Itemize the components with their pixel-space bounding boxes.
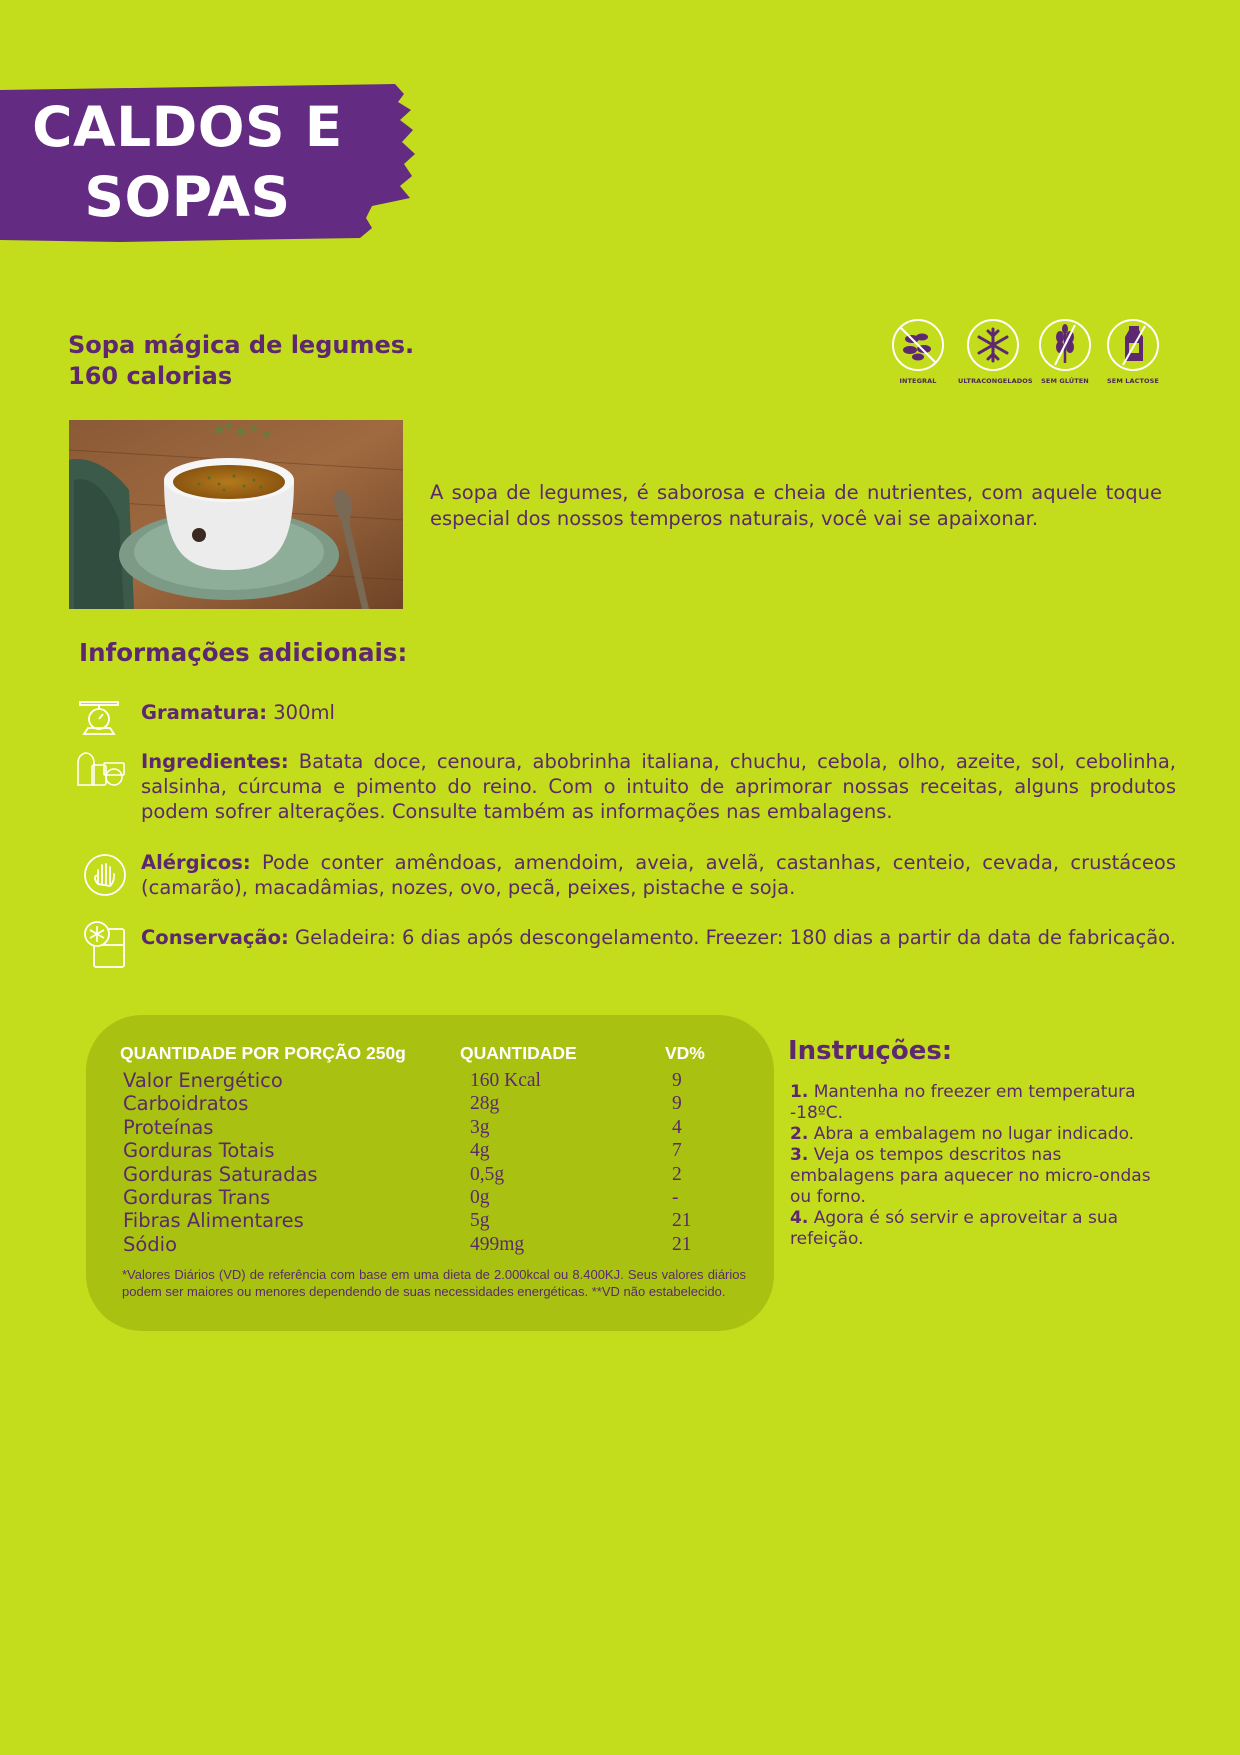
nutrient-vd: 9 [672,1093,682,1115]
conservacao-text [141,925,1176,950]
table-row [86,1069,774,1092]
snowflake-icon [965,317,1021,373]
instruction-step [790,1208,1160,1250]
nutrient-amount: 0g [470,1186,490,1208]
grain-crossed-icon [890,317,946,373]
nutrient-vd: 21 [672,1233,692,1255]
product-name: Sopa mágica de legumes. [68,331,415,359]
step-number: 1. [790,1082,809,1102]
instruction-step [790,1145,1160,1208]
nutrient-name: Gorduras Trans [123,1185,271,1209]
table-row [86,1186,774,1209]
nutrition-table [86,1015,774,1331]
instructions-heading: Instruções: [788,1036,953,1066]
ingredientes-value: Batata doce, cenoura, abobrinha italiana, chuchu, cebola, olho, azeite, sol, cebolinha, salsinha, cúrcuma e pimento do reino. Com o intuito de aprimorar nossas receitas, alguns produtos podem sofrer alterações. Consulte também as informações nas embalagens. [141,750,1176,823]
product-calories: 160 calorias [68,362,233,390]
header-portion: QUANTIDADE POR PORÇÃO 250g [120,1043,406,1063]
badge-label: SEM LACTOSE [1107,377,1159,385]
milk-crossed-icon [1105,317,1161,373]
soup-bowl-image [69,420,403,609]
table-row [86,1092,774,1115]
banner-title-line1: CALDOS E [32,95,343,159]
banner-title [0,92,375,232]
nutrient-amount: 4g [470,1140,490,1162]
header-amount: QUANTIDADE [460,1043,577,1063]
category-banner [0,82,415,242]
banner-title-line2: SOPAS [84,165,291,229]
nutrient-vd: 9 [672,1070,682,1091]
nutrient-name: Fibras Alimentares [123,1209,304,1233]
nutrition-footnote: *Valores Diários (VD) de referência com base em uma dieta de 2.000kcal ou 8.400KJ. Seus valores diários podem ser maiores ou menores dependendo de suas necessidades energéticas. **VD não estabelecido. [122,1267,746,1299]
wheat-crossed-icon [1037,317,1093,373]
step-text: Agora é só servir e aproveitar a sua refeição. [790,1208,1119,1249]
nutrient-vd: 4 [672,1116,682,1138]
badge-label: SEM GLÚTEN [1041,377,1089,385]
step-text: Abra a embalagem no lugar indicado. [813,1124,1135,1144]
nutrition-rows [86,1069,774,1256]
nutrient-name: Gorduras Totais [123,1139,275,1163]
table-row [86,1139,774,1162]
table-row [86,1163,774,1186]
alergicos-text [141,850,1176,900]
ingredientes-text [141,749,1176,824]
badge-label: INTEGRAL [899,377,937,385]
additional-info-heading: Informações adicionais: [79,638,408,667]
ingredients-icon [74,749,130,789]
badge-label: ULTRACONGELADOS [958,377,1033,385]
table-row [86,1233,774,1256]
alergicos-value: Pode conter amêndoas, amendoim, aveia, avelã, castanhas, centeio, cevada, crustáceos (camarão), macadâmias, nozes, ovo, pecã, peixes, pistache e soja. [141,851,1177,899]
product-photo [69,420,403,609]
product-title [68,330,488,392]
table-row [86,1209,774,1232]
nutrient-name: Gorduras Saturadas [123,1162,318,1186]
table-row [86,1116,774,1139]
scale-icon [78,700,124,736]
freezer-icon [82,919,130,969]
step-number: 3. [790,1145,809,1165]
header-vd: VD% [665,1043,705,1063]
gramatura-text [141,700,1176,725]
nutrient-amount: 499mg [470,1233,525,1255]
instructions-list [790,1082,1160,1250]
nutrient-name: Valor Energético [123,1069,283,1092]
badge-integral [883,317,953,385]
instruction-step [790,1124,1160,1145]
conservacao-value: Geladeira: 6 dias após descongelamento. Freezer: 180 dias a partir da data de fabricação. [295,926,1176,949]
nutrient-amount: 0,5g [470,1163,505,1185]
allergy-hand-icon [82,852,128,898]
gramatura-value: 300ml [273,701,335,724]
nutrient-vd: - [672,1186,679,1208]
step-text: Mantenha no freezer em temperatura -18ºC. [790,1082,1136,1123]
alergicos-label: Alérgicos: [141,851,251,874]
nutrient-vd: 2 [672,1163,682,1185]
step-number: 4. [790,1208,809,1228]
step-number: 2. [790,1124,809,1144]
ingredientes-label: Ingredientes: [141,750,289,773]
nutrient-amount: 5g [470,1210,490,1232]
gramatura-label: Gramatura: [141,701,268,724]
badge-sem-gluten [1030,317,1100,385]
nutrient-amount: 3g [470,1116,490,1138]
nutrient-name: Proteínas [123,1115,214,1139]
nutrient-vd: 21 [672,1210,692,1232]
instruction-step [790,1082,1160,1124]
badge-sem-lactose [1098,317,1168,385]
nutrient-vd: 7 [672,1140,682,1162]
nutrient-name: Sódio [123,1232,178,1256]
diet-badges [883,317,1163,392]
product-description: A sopa de legumes, é saborosa e cheia de nutrientes, com aquele toque especial dos nossos temperos naturais, você vai se apaixonar. [430,481,1162,530]
conservacao-label: Conservação: [141,926,289,949]
badge-ultracongelados [958,317,1033,385]
nutrient-amount: 28g [470,1093,500,1115]
nutrient-name: Carboidratos [123,1092,249,1116]
nutrient-amount: 160 Kcal [470,1070,541,1091]
step-text: Veja os tempos descritos nas embalagens para aquecer no micro-ondas ou forno. [790,1145,1151,1207]
